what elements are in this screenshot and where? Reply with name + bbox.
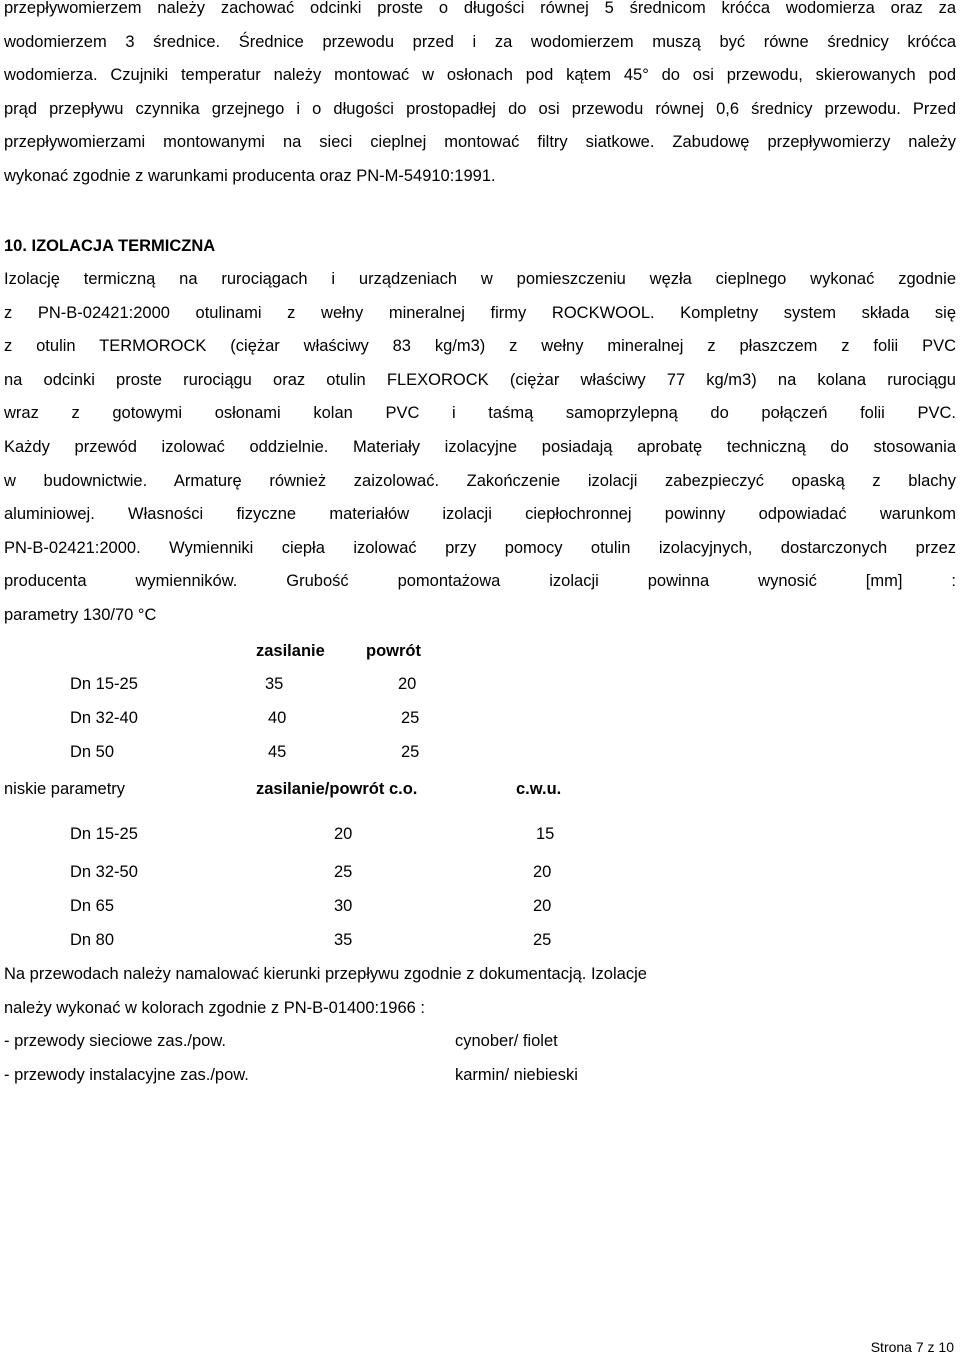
table-row-co: 35 [334,931,353,949]
table-row-co: 30 [334,897,353,915]
list-item-installation-pipes: - przewody instalacyjne zas./pow. [4,1066,249,1084]
table-row-dn: Dn 65 [70,897,115,915]
table-row-return: 25 [401,743,420,761]
table-row-dn: Dn 50 [70,743,115,761]
insulation-line: aluminiowej. Własności fizyczne materiałów izolacji ciepłochronnej powinny odpowiadać warunkom [4,505,956,524]
table-row-supply: 35 [265,675,284,693]
intro-line: wykonać zgodnie z warunkami producenta oraz PN-M-54910:1991. [4,166,496,185]
insulation-line: na odcinki proste rurociągu oraz otulin FLEXOROCK (ciężar właściwy 77 kg/m3) na kolana rurociągu [4,370,956,389]
list-item-network-colors: cynober/ fiolet [455,1032,558,1050]
column-header-cwu: c.w.u. [516,780,562,798]
insulation-line: w budownictwie. Armaturę również zaizolować. Zakończenie izolacji zabezpieczyć opaską z blachy [4,471,956,490]
table-row-dn: Dn 15-25 [70,675,138,693]
insulation-line: z otulin TERMOROCK (ciężar właściwy 83 kg/m3) z wełny mineralnej z płaszczem z folii PVC [4,337,956,356]
insulation-paragraph [4,263,956,633]
table-row-co: 25 [334,863,353,881]
page-number: Strona 7 z 10 [870,1339,954,1355]
insulation-line: z PN-B-02421:2000 otulinami z wełny mineralnej firmy ROCKWOOL. Kompletny system składa się [4,303,956,322]
column-header-return: powrót [366,642,421,660]
insulation-line: wraz z gotowymi osłonami kolan PVC i taśmą samoprzylepną do połączeń folii PVC. [4,404,956,423]
low-parameters-label: niskie parametry [4,780,126,798]
table-row-co: 20 [334,825,353,843]
table-row-cwu: 20 [533,897,552,915]
table-row-dn: Dn 80 [70,931,115,949]
table-row-cwu: 25 [533,931,552,949]
column-header-supply: zasilanie [256,642,325,660]
closing-line: należy wykonać w kolorach zgodnie z PN-B-01400:1966 : [4,999,425,1017]
section-heading: 10. IZOLACJA TERMICZNA [4,237,216,255]
table-row-return: 20 [398,675,417,693]
table-row-cwu: 15 [536,825,555,843]
list-item-installation-colors: karmin/ niebieski [455,1066,578,1084]
intro-line: przepływomierzami montowanymi na sieci cieplnej montować filtry siatkowe. Zabudowę przepływomierzy należy [4,133,956,152]
intro-line: przepływomierzem należy zachować odcinki proste o długości równej 5 średnicom króćca wodomierza oraz za [4,0,956,17]
list-item-network-pipes: - przewody sieciowe zas./pow. [4,1032,226,1050]
closing-line: Na przewodach należy namalować kierunki przepływu zgodnie z dokumentacją. Izolacje [4,965,647,983]
intro-line: wodomierzem 3 średnice. Średnice przewodu przed i za wodomierzem muszą być równe średnicy króćca [4,32,956,51]
intro-line: wodomierza. Czujniki temperatur należy montować w osłonach pod kątem 45° do osi przewodu, skierowanych pod [4,66,956,85]
table-row-supply: 45 [268,743,287,761]
table-row-dn: Dn 32-40 [70,709,138,727]
column-header-co: zasilanie/powrót c.o. [256,780,418,798]
insulation-line: Izolację termiczną na rurociągach i urządzeniach w pomieszczeniu węzła cieplnego wykonać zgodnie [4,270,956,288]
insulation-line: Każdy przewód izolować oddzielnie. Materiały izolacyjne posiadają aprobatę techniczną do stosowania [4,437,956,456]
insulation-line: PN-B-02421:2000. Wymienniki ciepła izolować przy pomocy otulin izolacyjnych, dostarczonych przez [4,538,956,557]
table-row-return: 25 [401,709,420,727]
table-row-dn: Dn 32-50 [70,863,138,881]
table-row-cwu: 20 [533,863,552,881]
insulation-line: parametry 130/70 °C [4,605,157,624]
table-row-dn: Dn 15-25 [70,825,138,843]
insulation-line: producenta wymienników. Grubość pomontażowa izolacji powinna wynosić [mm] : [4,572,956,591]
table-row-supply: 40 [268,709,287,727]
intro-paragraph [4,0,956,194]
intro-line: prąd przepływu czynnika grzejnego i o długości prostopadłej do osi przewodu równej 0,6 średnicy przewodu. Przed [4,99,956,118]
